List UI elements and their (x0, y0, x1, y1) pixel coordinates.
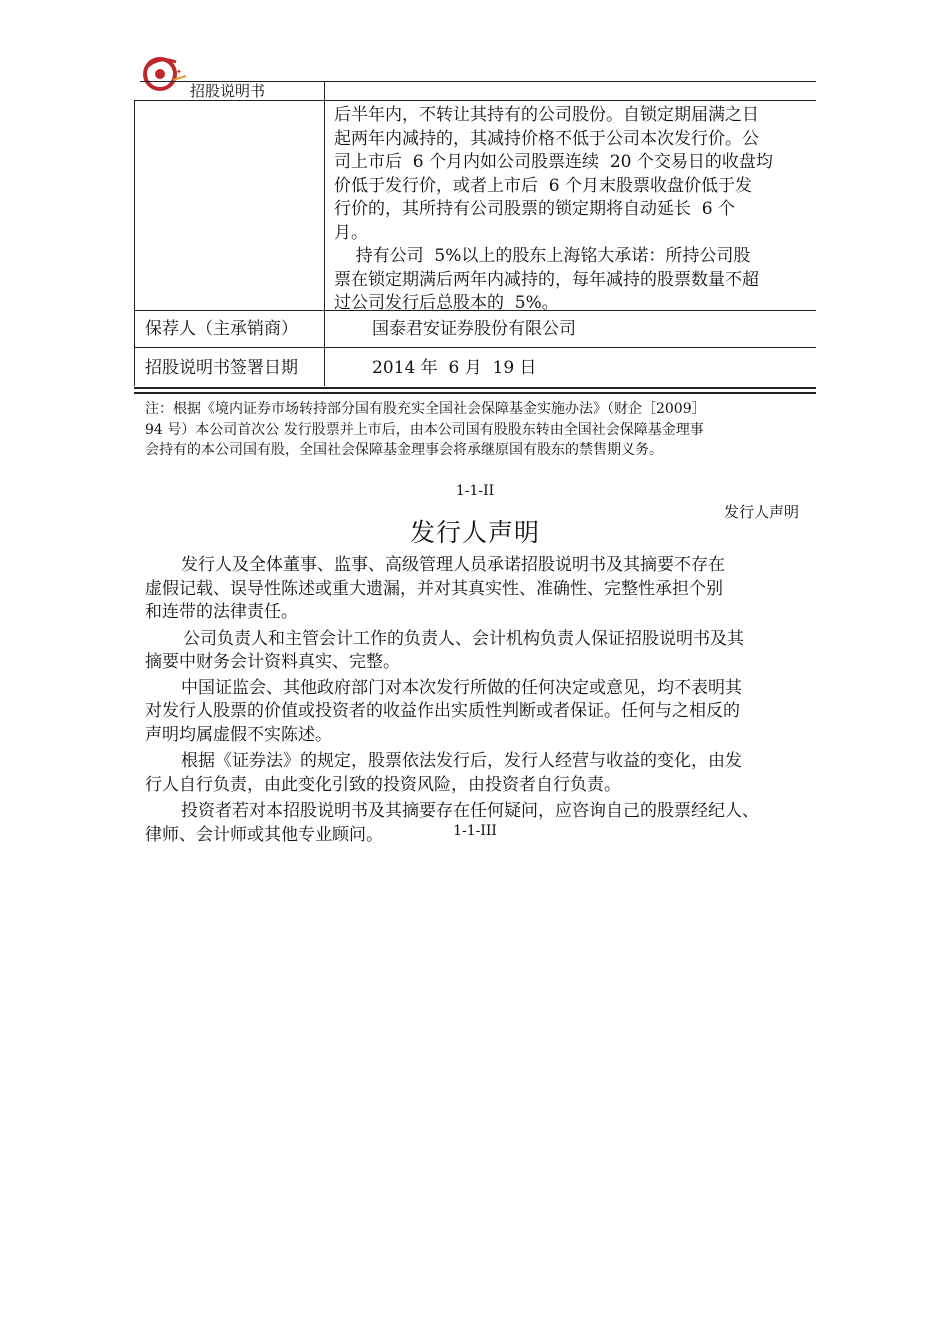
paragraph-line: 公司负责人和主管会计工作的负责人、会计机构负责人保证招股说明书及其 (183, 628, 744, 649)
paragraph (145, 677, 835, 748)
paragraph-line: 声明均属虚假不实陈述。 (145, 724, 332, 745)
paragraph-line: 行人自行负责，由此变化引致的投资风险，由投资者自行负责。 (145, 774, 621, 795)
text-line: 起两年内减持的，其减持价格不低于公司本次发行价。公 (334, 128, 759, 149)
table-bottom-rule (134, 387, 816, 389)
text-line: 行价的，其所持有公司股票的锁定期将自动延长 6 个 (334, 199, 736, 219)
paragraph-line: 根据《证券法》的规定，股票依法发行后，发行人经营与收益的变化，由发 (181, 751, 742, 771)
text-line: 过公司发行后总股本的 5%。 (334, 293, 559, 313)
header-label: 招股说明书 (190, 82, 266, 100)
footnote-line: 注：根据《境内证券市场转持部分国有股充实全国社会保障基金实施办法》（财企［2009］ (145, 401, 706, 417)
page-number: 1-1-III (453, 823, 497, 839)
paragraph-line: 投资者若对本招股说明书及其摘要存在任何疑问，应咨询自己的股票经纪人、 (181, 801, 759, 821)
section-title: 发行人声明 (409, 518, 540, 547)
company-logo-icon (140, 52, 190, 92)
page-number: 1-1-II (455, 483, 495, 499)
text-line: 持有公司 5%以上的股东上海铭大承诺：所持公司股 (334, 246, 751, 266)
paragraph-line: 发行人及全体董事、监事、高级管理人员承诺招股说明书及其摘要不存在 (181, 555, 725, 575)
table-continued-text (334, 104, 814, 316)
paragraph-line: 中国证监会、其他政府部门对本次发行所做的任何决定或意见，均不表明其 (181, 677, 742, 698)
paragraph-line: 摘要中财务会计资料真实、完整。 (145, 652, 400, 672)
table-row-label: 招股说明书签署日期 (145, 358, 298, 378)
footnote-line: 会持有的本公司国有股，全国社会保障基金理事会将承继原国有股东的禁售期义务。 (145, 442, 663, 458)
declaration-body (145, 554, 835, 847)
table-column-divider (324, 81, 325, 386)
text-line: 票在锁定期满后两年内减持的，每年减持的股票数量不超 (334, 269, 759, 290)
table-row-value: 2014 年 6 月 19 日 (372, 358, 537, 378)
paragraph-line: 律师、会计师或其他专业顾问。 (145, 824, 383, 845)
table-top-rule (134, 100, 816, 101)
table-row-rule (134, 347, 816, 348)
paragraph-line: 和连带的法律责任。 (145, 602, 298, 622)
table-bottom-rule-double (134, 392, 816, 394)
header-rule (140, 81, 816, 82)
paragraph (145, 554, 835, 625)
footnote (145, 399, 825, 461)
paragraph-line: 虚假记载、误导性陈述或重大遗漏，并对其真实性、准确性、完整性承担个别 (145, 578, 723, 599)
text-line: 后半年内，不转让其持有的公司股份。自锁定期届满之日 (334, 105, 759, 125)
paragraph (145, 628, 835, 675)
text-line: 价低于发行价，或者上市后 6 个月末股票收盘价低于发 (334, 175, 753, 196)
table-row-value: 国泰君安证券股份有限公司 (372, 319, 576, 339)
text-line: 月。 (334, 222, 368, 243)
svg-text:✦: ✦ (176, 68, 182, 76)
paragraph-line: 对发行人股票的价值或投资者的收益作出实质性判断或者保证。任何与之相反的 (145, 701, 740, 721)
text-line: 司上市后 6 个月内如公司股票连续 20 个交易日的收盘均 (334, 152, 773, 172)
running-header: 发行人声明 (724, 503, 800, 521)
table-row-label: 保荐人（主承销商） (145, 319, 298, 339)
table-left-border (134, 100, 135, 386)
paragraph (145, 750, 835, 797)
footnote-line: 94 号）本公司首次公 发行股票并上市后，由本公司国有股股东转由全国社会保障基金理事 (145, 421, 704, 438)
